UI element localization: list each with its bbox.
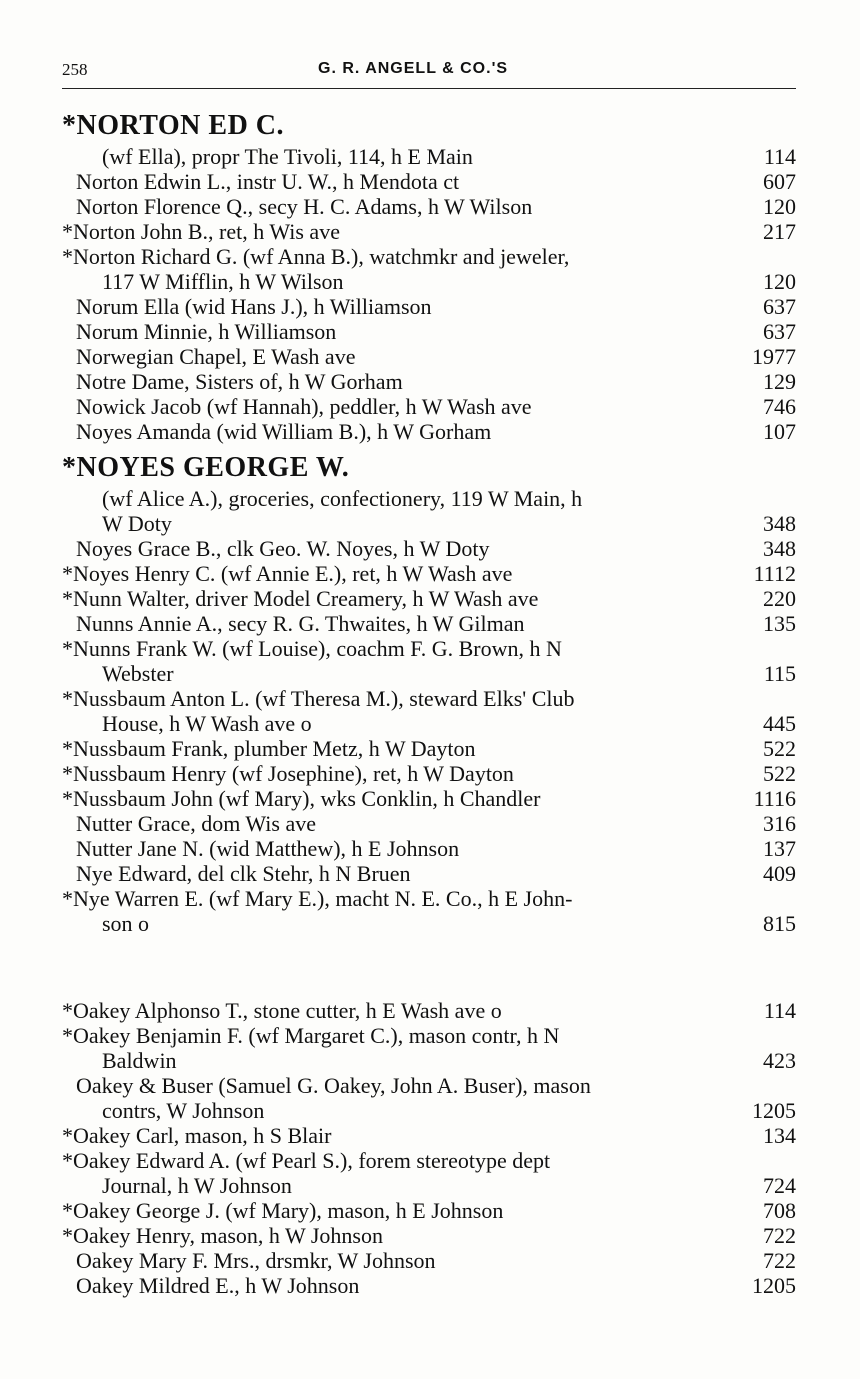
publisher-title: G. R. ANGELL & CO.'S bbox=[318, 60, 509, 77]
entry-line: Norum Ella (wid Hans J.), h Williamson 637 bbox=[76, 294, 796, 319]
entry-line: *Norton Richard G. (wf Anna B.), watchmkr and jeweler, bbox=[62, 244, 570, 269]
entry-line: Webster 115 bbox=[102, 661, 796, 686]
entry-line: Nunns Annie A., secy R. G. Thwaites, h W Gilman 135 bbox=[76, 611, 796, 636]
entry-line: Norton Edwin L., instr U. W., h Mendota ct 607 bbox=[76, 169, 796, 194]
entry-line: Noyes Amanda (wid William B.), h W Gorham 107 bbox=[76, 419, 796, 444]
entry-line: *Nussbaum John (wf Mary), wks Conklin, h Chandler 1116 bbox=[62, 786, 796, 811]
header-rule bbox=[62, 88, 796, 89]
entry-heading: *NORTON ED C. bbox=[62, 110, 285, 141]
entry-heading: *NOYES GEORGE W. bbox=[62, 452, 350, 483]
entry-line: Nowick Jacob (wf Hannah), peddler, h W Wash ave 746 bbox=[76, 394, 796, 419]
entry-line: *Nunns Frank W. (wf Louise), coachm F. G. Brown, h N bbox=[62, 636, 562, 661]
entry-line: Oakey Mary F. Mrs., drsmkr, W Johnson 722 bbox=[76, 1248, 796, 1273]
entry-line: *Oakey Carl, mason, h S Blair 134 bbox=[62, 1123, 796, 1148]
entry-line: contrs, W Johnson 1205 bbox=[102, 1098, 796, 1123]
entry-line: *Norton John B., ret, h Wis ave 217 bbox=[62, 219, 796, 244]
entry-line: *Nye Warren E. (wf Mary E.), macht N. E. Co., h E John- bbox=[62, 886, 573, 911]
entry-line: Journal, h W Johnson 724 bbox=[102, 1173, 796, 1198]
entry-line: (wf Alice A.), groceries, confectionery, 119 W Main, h bbox=[102, 486, 583, 511]
section-norton bbox=[62, 108, 796, 444]
entry-line: *Oakey Henry, mason, h W Johnson 722 bbox=[62, 1223, 796, 1248]
entry-line: Nye Edward, del clk Stehr, h N Bruen 409 bbox=[76, 861, 796, 886]
entry-line: *Oakey Benjamin F. (wf Margaret C.), mason contr, h N bbox=[62, 1023, 560, 1048]
running-head bbox=[62, 58, 796, 82]
entry-line: Nutter Jane N. (wid Matthew), h E Johnson 137 bbox=[76, 836, 796, 861]
entry-line: Norwegian Chapel, E Wash ave 1977 bbox=[76, 344, 796, 369]
entry-line: 117 W Mifflin, h W Wilson 120 bbox=[102, 269, 796, 294]
entry-line: Baldwin 423 bbox=[102, 1048, 796, 1073]
entry-line: son o 815 bbox=[102, 911, 796, 936]
entry-line: Oakey Mildred E., h W Johnson 1205 bbox=[76, 1273, 796, 1298]
entry-line: Noyes Grace B., clk Geo. W. Noyes, h W Doty 348 bbox=[76, 536, 796, 561]
entry-line: *Oakey Alphonso T., stone cutter, h E Wash ave o 114 bbox=[62, 998, 796, 1023]
entry-line: *Nussbaum Henry (wf Josephine), ret, h W Dayton 522 bbox=[62, 761, 796, 786]
entry-line: *Oakey George J. (wf Mary), mason, h E Johnson 708 bbox=[62, 1198, 796, 1223]
entry-line: Norton Florence Q., secy H. C. Adams, h W Wilson 120 bbox=[76, 194, 796, 219]
entry-line: *Nunn Walter, driver Model Creamery, h W Wash ave 220 bbox=[62, 586, 796, 611]
entry-line: Norum Minnie, h Williamson 637 bbox=[76, 319, 796, 344]
section-oakey bbox=[62, 998, 796, 1298]
entry-line: Oakey & Buser (Samuel G. Oakey, John A. Buser), mason bbox=[76, 1073, 591, 1098]
entry-line: *Noyes Henry C. (wf Annie E.), ret, h W Wash ave 1112 bbox=[62, 561, 796, 586]
entry-line: (wf Ella), propr The Tivoli, 114, h E Main 114 bbox=[102, 144, 796, 169]
entry-line: *Oakey Edward A. (wf Pearl S.), forem stereotype dept bbox=[62, 1148, 551, 1173]
page-number: 258 bbox=[62, 60, 88, 79]
entry-line: Notre Dame, Sisters of, h W Gorham 129 bbox=[76, 369, 796, 394]
entry-line: Nutter Grace, dom Wis ave 316 bbox=[76, 811, 796, 836]
entry-line: W Doty 348 bbox=[102, 511, 796, 536]
section-noyes bbox=[62, 450, 796, 936]
entry-line: House, h W Wash ave o 445 bbox=[102, 711, 796, 736]
entry-line: *Nussbaum Frank, plumber Metz, h W Dayton 522 bbox=[62, 736, 796, 761]
entry-line: *Nussbaum Anton L. (wf Theresa M.), steward Elks' Club bbox=[62, 686, 575, 711]
